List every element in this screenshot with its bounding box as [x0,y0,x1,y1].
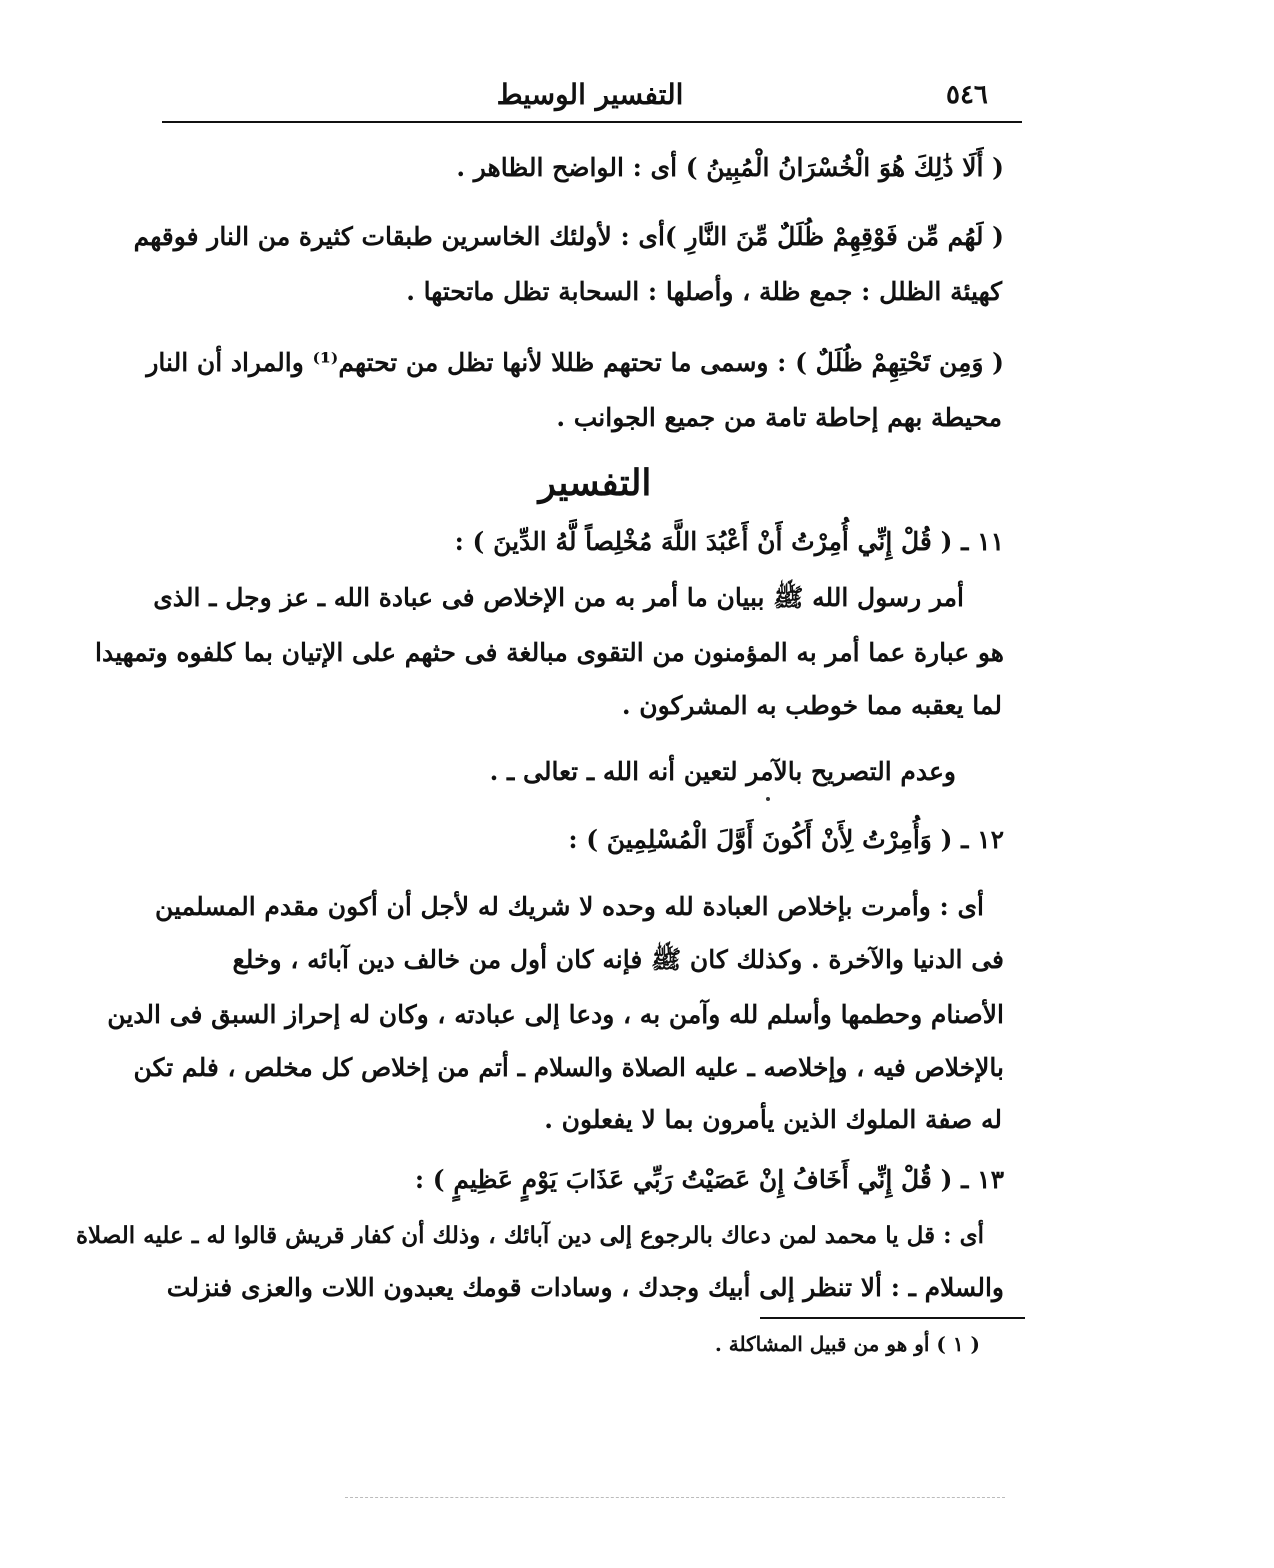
text-line: أمر رسول الله ﷺ ببيان ما أمر به من الإخلاص فى عبادة الله ـ عز وجل ـ الذى [153,583,964,612]
verse-line: ١٢ ـ ( وَأُمِرْتُ لِأَنْ أَكُونَ أَوَّلَ الْمُسْلِمِينَ ) : [568,825,1004,854]
text-line: ( لَهُم مِّن فَوْقِهِمْ ظُلَلٌ مِّنَ النَّارِ )أى : لأولئك الخاسرين طبقات كثيرة من النار فوقهم [133,222,1004,251]
text-line: محيطة بهم إحاطة تامة من جميع الجوانب . [556,403,1002,432]
running-title: التفسير الوسيط [496,78,684,111]
text-line: الأصنام وحطمها وأسلم لله وآمن به ، ودعا إلى عبادته ، وكان له إحراز السبق فى الدين [107,1000,1004,1029]
footnote-rule [760,1317,1025,1319]
text-line: والسلام ـ : ألا تنظر إلى أبيك وجدك ، وسادات قومك يعبدون اللات والعزى فنزلت [166,1273,1004,1302]
text-line: وعدم التصريح بالآمر لتعين أنه الله ـ تعالى ـ . [489,757,956,786]
verse-line: ١١ ـ ( قُلْ إِنِّي أُمِرْتُ أَنْ أَعْبُدَ اللَّهَ مُخْلِصاً لَّهُ الدِّينَ ) : [454,527,1004,556]
text-line: أى : قل يا محمد لمن دعاك بالرجوع إلى دين آبائك ، وذلك أن كفار قريش قالوا له ـ عليه الصلاة [75,1222,984,1249]
header-rule [162,121,1022,123]
text-line: هو عبارة عما أمر به المؤمنون من التقوى مبالغة فى حثهم على الإتيان بما كلفوه وتمهيدا [95,638,1004,667]
text-line: له صفة الملوك الذين يأمرون بما لا يفعلون . [544,1105,1002,1134]
text-line: كهيئة الظلل : جمع ظلة ، وأصلها : السحابة تظل ماتحتها . [406,277,1002,306]
stray-mark [766,797,770,801]
text-line: أى : وأمرت بإخلاص العبادة لله وحده لا شريك له لأجل أن أكون مقدم المسلمين [155,892,984,921]
text-line: ( أَلَا ذَٰلِكَ هُوَ الْخُسْرَانُ الْمُبِينُ ) أى : الواضح الظاهر . [456,153,1004,182]
footnote: ( ١ ) أو هو من قبيل المشاكلة . [714,1332,980,1356]
scan-artifact-line [345,1497,1005,1498]
text-line: لما يعقبه مما خوطب به المشركون . [621,691,1002,720]
page-number: ٥٤٦ [946,80,988,110]
text-line: بالإخلاص فيه ، وإخلاصه ـ عليه الصلاة والسلام ـ أتم من إخلاص كل مخلص ، فلم تكن [133,1053,1004,1082]
verse-line: ١٣ ـ ( قُلْ إِنِّي أَخَافُ إِنْ عَصَيْتُ رَبِّي عَذَابَ يَوْمٍ عَظِيمٍ ) : [414,1165,1004,1194]
section-heading: التفسير [538,462,652,504]
text-line: فى الدنيا والآخرة . وكذلك كان ﷺ فإنه كان أول من خالف دين آبائه ، وخلع [232,945,1004,974]
text-line: ( وَمِن تَحْتِهِمْ ظُلَلٌ ) : وسمى ما تحتهم ظللا لأنها تظل من تحتهم⁽¹⁾ والمراد أن النار [146,348,1004,377]
